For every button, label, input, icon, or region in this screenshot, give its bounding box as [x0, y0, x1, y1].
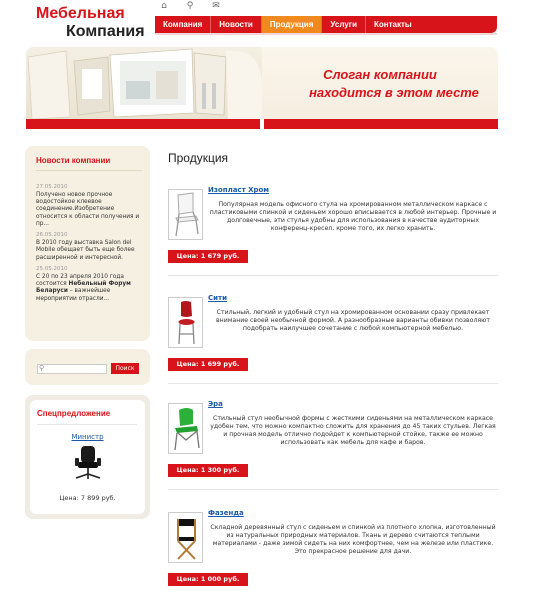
news-item[interactable]: В 2010 году выставка Salon del Mobile обещает быть еще более расширенной и интересной.	[36, 240, 135, 261]
news-title: Новости компании	[36, 156, 111, 165]
banner-slogan-area	[262, 47, 498, 119]
nav-item-news[interactable]: Новости	[211, 16, 262, 33]
news-divider	[36, 170, 142, 171]
main-nav	[155, 16, 497, 33]
price-tag[interactable]: Цена: 1 300 руб.	[168, 464, 248, 477]
product-description: Складной деревянный стул с сиденьем и спинкой из плотного хлопка, изготовленный из натуральных природных материалов. Ткань и дерево считаются теплыми материалами - даже зимой сидеть на них комфортнее, чем на железе или пластике. Это прекрасное решение для дачи.	[210, 524, 496, 556]
product-name-link[interactable]: Фазенда	[208, 509, 244, 517]
special-offer-inner	[30, 400, 145, 514]
special-price: Цена: 7 899 руб.	[59, 494, 116, 502]
news-date: 27.05.2010	[36, 184, 68, 190]
banner-photo	[26, 47, 262, 119]
product-item	[168, 400, 498, 496]
news-item[interactable]	[36, 274, 142, 303]
nav-item-contacts[interactable]: Контакты	[374, 20, 412, 29]
slogan-line1: Слоган компании	[323, 67, 437, 82]
news-box	[25, 146, 150, 341]
top-icons	[158, 1, 222, 11]
special-product-link[interactable]: Министр	[71, 433, 104, 441]
search-button[interactable]: Поиск	[111, 363, 139, 374]
news-text-post: – важнейшее мероприятии отрасли...	[36, 288, 111, 302]
product-name-link[interactable]: Сити	[208, 294, 228, 302]
product-separator	[168, 275, 498, 276]
product-thumb[interactable]	[168, 189, 203, 240]
logo-line2: Компания	[66, 23, 145, 40]
search-field-icon: ⚲	[39, 364, 45, 372]
search-box	[25, 349, 150, 385]
news-date: 26.05.2010	[36, 232, 68, 239]
news-date: 25.05.2010	[36, 265, 68, 272]
search-icon[interactable]: ⚲	[186, 1, 194, 11]
news-text-bold: Небельный Форум Беларуси	[36, 281, 131, 295]
logo-line1: Мебельная	[36, 5, 125, 22]
company-logo[interactable]	[36, 6, 145, 40]
chair-image	[171, 192, 202, 239]
special-offer-box	[25, 395, 150, 519]
product-description: Популярная модель офисного стула на хромированном металлическом каркасе с пластиковыми спинкой и сиденьем хорошо вписывается в любой интерьер. Прочные и долговечные, эти стулья удобны для использования в качестве аудиторных конференц-кресел, кроме того, их легко хранить.	[209, 201, 497, 233]
interior-photos-image	[26, 47, 262, 119]
product-item	[168, 509, 498, 600]
price-tag[interactable]: Цена: 1 699 руб.	[168, 358, 248, 371]
banner	[26, 47, 498, 129]
product-description: Стильный, легкий и удобный стул на хромированном основании сразу привлекает внимание своей необычной формой. А разнообразные варианты обивки позволяют подобрать наилучшее сочетание с любой компьютерной мебелью.	[216, 309, 490, 333]
special-offer-title: Спецпредложение	[37, 409, 111, 418]
product-separator	[168, 489, 498, 490]
news-item[interactable]: Получено новое прочное водостойкое клеевое соединение.Изобретение относится к области получения и пр...	[36, 192, 140, 227]
office-chair-image[interactable]	[71, 445, 105, 481]
slogan-line2: находится в этом месте	[309, 85, 479, 100]
nav-item-company[interactable]: Компания	[155, 16, 211, 33]
product-separator	[168, 383, 498, 384]
product-thumb[interactable]	[168, 403, 203, 454]
page-title: Продукция	[168, 151, 229, 165]
product-name-link[interactable]: Эра	[208, 400, 223, 408]
nav-item-products[interactable]: Продукция	[262, 16, 323, 33]
mail-icon[interactable]: ✉	[212, 1, 220, 11]
product-description: Стильный стул необычной формы с жесткими сиденьями на металлическом каркасе удобен тем, что можно компактно сложить для хранения до 45 таких стульев. Легкая и прочная модель отлично подойдет к компьютерной стойке, также ее можно использовать как мебель для кафе и баров.	[210, 415, 496, 447]
chair-image	[171, 515, 202, 562]
nav-shadow	[155, 33, 497, 35]
news-text-pre: С 20 по 23 апреля 2010 года состоится	[36, 273, 124, 288]
special-divider	[37, 424, 137, 425]
search-input[interactable]	[37, 364, 107, 374]
chair-image	[171, 406, 202, 453]
nav-item-services[interactable]: Услуги	[322, 16, 366, 33]
banner-divider	[260, 119, 264, 129]
product-thumb[interactable]	[168, 512, 203, 563]
product-item	[168, 294, 498, 390]
product-thumb[interactable]	[168, 297, 203, 348]
product-name-link[interactable]: Изопласт Хром	[208, 186, 270, 194]
product-item	[168, 186, 498, 282]
news-list	[36, 180, 142, 303]
home-icon[interactable]: ⌂	[161, 1, 167, 11]
chair-image	[171, 300, 202, 347]
price-tag[interactable]: Цена: 1 679 руб.	[168, 250, 248, 263]
price-tag[interactable]: Цена: 1 000 руб.	[168, 573, 248, 586]
